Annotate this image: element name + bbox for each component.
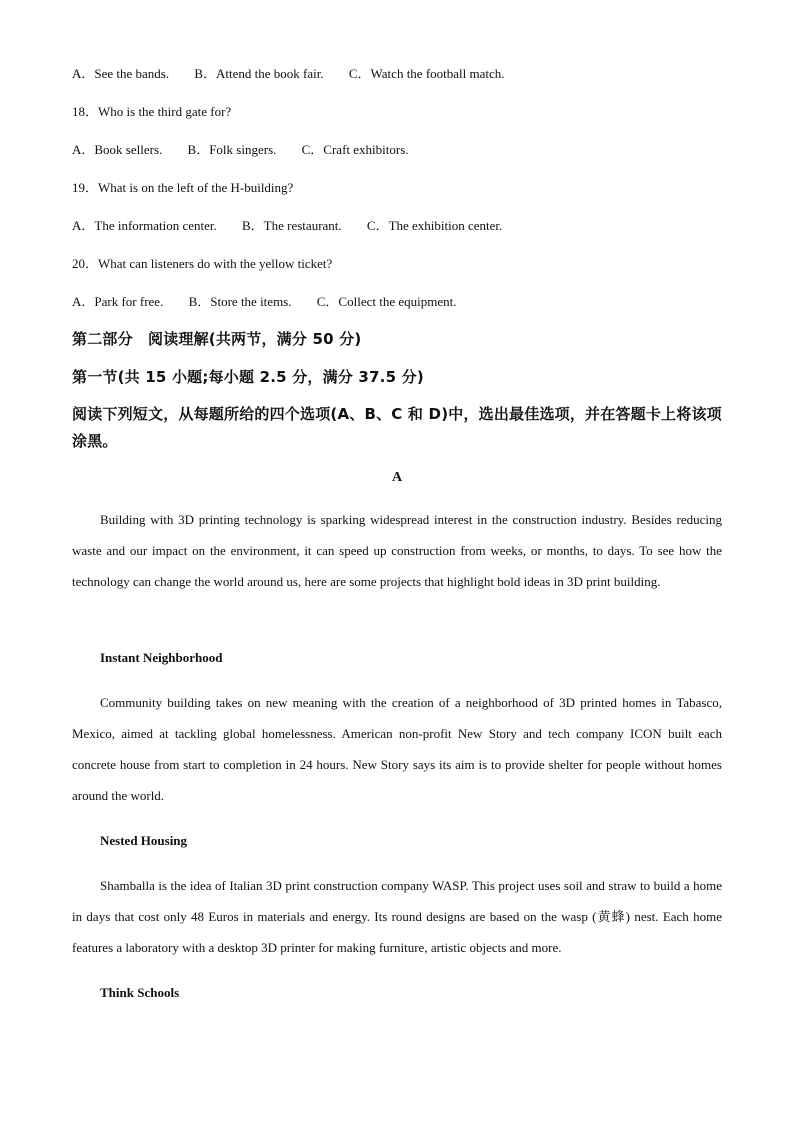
q20-options xyxy=(72,294,456,310)
reading-instructions: 阅读下列短文，从每题所给的四个选项(A、B、C 和 D)中，选出最佳选项，并在答题卡上将该项涂黑。 xyxy=(72,405,722,450)
q20-question: 20．What can listeners do with the yellow ticket? xyxy=(72,256,333,271)
q20-option-b: B．Store the items. xyxy=(188,294,292,309)
q20-option-c: C．Collect the equipment. xyxy=(316,294,457,309)
q19-option-a: A．The information center. xyxy=(72,218,217,233)
section1-title: 第一节(共 15 小题;每小题 2.5 分，满分 37.5 分) xyxy=(72,368,424,386)
paragraph-nested-housing: Shamballa is the idea of Italian 3D print construction company WASP. This project uses soil and straw to build a home in days that cost only 48 Euros in materials and energy. Its round designs are based on the wasp (黄蜂) nest. Each home features a laboratory with a desktop 3D printer for making furniture, artistic objects and more. xyxy=(72,878,722,955)
q20-option-a: A．Park for free. xyxy=(72,294,164,309)
q18-option-a: A．Book sellers. xyxy=(72,142,163,157)
q17-options xyxy=(72,66,505,82)
heading-nested-housing: Nested Housing xyxy=(100,833,188,848)
q19-options xyxy=(72,218,502,234)
intro-paragraph: Building with 3D printing technology is sparking widespread interest in the construction industry. Besides reducing waste and our impact on the environment, it can speed up construction from weeks, or months, to days. To see how the technology can change the world around us, here are some projects that highlight bold ideas in 3D print building. xyxy=(72,512,722,589)
q18-option-c: C．Craft exhibitors. xyxy=(301,142,409,157)
part2-title: 第二部分 阅读理解(共两节，满分 50 分) xyxy=(72,330,362,348)
q18-options xyxy=(72,142,409,158)
q19-question: 19．What is on the left of the H-building? xyxy=(72,180,294,195)
passage-letter: A xyxy=(391,470,403,485)
q18-question: 18．Who is the third gate for? xyxy=(72,104,232,119)
q17-option-b: B．Attend the book fair. xyxy=(194,66,324,81)
q18-option-b: B．Folk singers. xyxy=(187,142,277,157)
paragraph-instant-neighborhood: Community building takes on new meaning with the creation of a neighborhood of 3D printed homes in Tabasco, Mexico, aimed at tackling global homelessness. American non-profit New Story and tech company ICON built each concrete house from start to completion in 24 hours. New Story says its aim is to provide shelter for people without homes around the world. xyxy=(72,695,722,803)
heading-instant-neighborhood: Instant Neighborhood xyxy=(100,650,223,665)
q19-option-b: B．The restaurant. xyxy=(242,218,342,233)
q19-option-c: C．The exhibition center. xyxy=(366,218,503,233)
q17-option-c: C．Watch the football match. xyxy=(348,66,505,81)
heading-think-schools: Think Schools xyxy=(100,985,180,1000)
q17-option-a: A．See the bands. xyxy=(72,66,170,81)
